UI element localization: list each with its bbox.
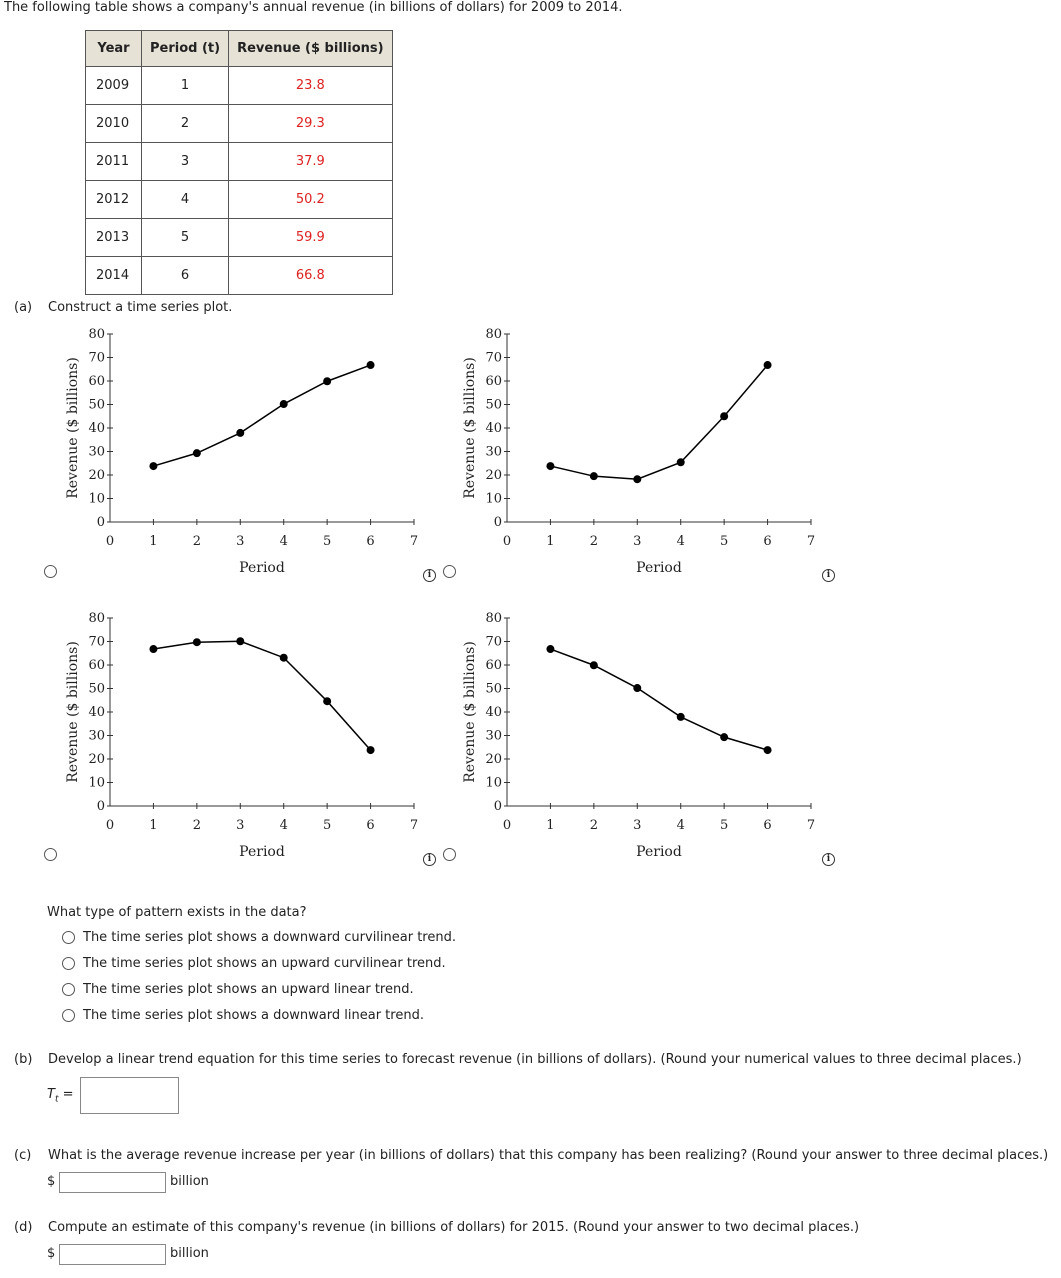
currency-symbol: $	[47, 1174, 56, 1189]
cell-year: 2014	[86, 257, 142, 295]
y-axis-label: Revenue ($ billions)	[65, 641, 81, 783]
data-point	[323, 697, 331, 705]
cell-revenue: 29.3	[229, 105, 392, 143]
intro-text: The following table shows a company's annual revenue (in billions of dollars) for 2009 to 2014.	[4, 0, 623, 15]
x-tick-label: 4	[279, 818, 288, 833]
unit-label: billion	[170, 1174, 209, 1189]
y-tick-label: 60	[88, 374, 105, 389]
x-tick-label: 1	[149, 818, 158, 833]
cell-period: 1	[142, 67, 229, 105]
table-row	[86, 67, 393, 105]
x-tick-label: 1	[149, 534, 158, 549]
header-period: Period (t)	[142, 31, 229, 67]
radio-button[interactable]	[62, 931, 75, 944]
y-tick-label: 50	[88, 397, 105, 413]
cell-period: 4	[142, 181, 229, 219]
data-point	[590, 661, 598, 669]
data-point	[720, 412, 728, 420]
cell-revenue: 37.9	[229, 143, 392, 181]
x-tick-label: 0	[502, 534, 512, 549]
part-c-text: What is the average revenue increase per year (in billions of dollars) that this company has been realizing? (Round your answer to three decimal places.)	[48, 1148, 1049, 1163]
x-tick-label: 2	[192, 818, 201, 833]
x-tick-label: 0	[105, 534, 115, 549]
y-tick-label: 0	[493, 515, 502, 530]
x-tick-label: 7	[409, 534, 419, 549]
data-point	[546, 462, 554, 470]
y-tick-label: 60	[88, 658, 105, 673]
table-row	[86, 219, 393, 257]
part-c-label: (c)	[14, 1148, 32, 1163]
cell-revenue: 59.9	[229, 219, 392, 257]
y-tick-label: 30	[88, 728, 105, 744]
cell-revenue: 23.8	[229, 67, 392, 105]
part-d	[14, 1220, 859, 1235]
cell-period: 5	[142, 219, 229, 257]
x-tick-label: 2	[589, 534, 598, 549]
data-point	[149, 645, 157, 653]
y-tick-label: 10	[88, 491, 105, 507]
part-d-text: Compute an estimate of this company's revenue (in billions of dollars) for 2015. (Round your answer to two decimal places.)	[48, 1220, 860, 1235]
cell-revenue: 66.8	[229, 257, 392, 295]
series-line	[153, 365, 370, 466]
part-b-label: (b)	[14, 1052, 33, 1067]
equals-sign: =	[62, 1087, 74, 1102]
pattern-option[interactable]	[62, 1002, 456, 1028]
pattern-question: What type of pattern exists in the data?	[47, 905, 307, 920]
trend-symbol	[47, 1087, 74, 1105]
cell-period: 6	[142, 257, 229, 295]
part-b	[14, 1052, 1022, 1067]
part-d-label: (d)	[14, 1220, 33, 1235]
option-label: The time series plot shows an upward curvilinear trend.	[83, 955, 446, 971]
data-point	[149, 462, 157, 470]
part-a-text: Construct a time series plot.	[48, 300, 233, 315]
x-tick-label: 1	[546, 534, 555, 549]
x-axis-label: Period	[239, 560, 285, 576]
y-tick-label: 80	[485, 611, 502, 626]
y-tick-label: 30	[88, 444, 105, 460]
part-a	[14, 300, 232, 315]
time-series-plot-4	[457, 606, 827, 868]
option-label: The time series plot shows an upward linear trend.	[83, 981, 414, 997]
series-line	[550, 649, 767, 750]
x-tick-label: 3	[236, 818, 245, 833]
trend-var: T	[47, 1087, 55, 1102]
x-axis-label: Period	[239, 844, 285, 860]
x-tick-label: 4	[676, 534, 685, 549]
x-tick-label: 4	[676, 818, 685, 833]
info-icon[interactable]: i	[423, 569, 436, 582]
data-point	[633, 684, 641, 692]
cell-period: 2	[142, 105, 229, 143]
option-label: The time series plot shows a downward curvilinear trend.	[83, 929, 456, 945]
plot-option-2-radio[interactable]	[443, 565, 456, 578]
info-icon[interactable]: i	[822, 853, 835, 866]
x-tick-label: 4	[279, 534, 288, 549]
y-tick-label: 10	[88, 775, 105, 791]
data-point	[280, 400, 288, 408]
part-c	[14, 1148, 1048, 1163]
data-point	[367, 746, 375, 754]
x-tick-label: 7	[409, 818, 419, 833]
x-axis-label: Period	[636, 844, 682, 860]
data-point	[193, 449, 201, 457]
header-revenue: Revenue ($ billions)	[229, 31, 392, 67]
y-tick-label: 0	[493, 799, 502, 814]
x-tick-label: 0	[105, 818, 115, 833]
part-a-label: (a)	[14, 300, 33, 315]
y-tick-label: 80	[88, 327, 105, 342]
x-tick-label: 7	[806, 534, 816, 549]
radio-button[interactable]	[62, 1009, 75, 1022]
x-tick-label: 6	[763, 818, 772, 833]
y-tick-label: 40	[88, 421, 105, 436]
info-icon[interactable]: i	[822, 569, 835, 582]
y-axis-label: Revenue ($ billions)	[462, 641, 478, 783]
table-row	[86, 257, 393, 295]
y-tick-label: 50	[485, 681, 502, 697]
data-point	[236, 637, 244, 645]
trend-sub: t	[54, 1094, 59, 1105]
x-tick-label: 5	[323, 818, 332, 833]
data-point	[764, 361, 772, 369]
y-tick-label: 0	[96, 515, 105, 530]
y-tick-label: 80	[88, 611, 105, 626]
y-tick-label: 10	[485, 775, 502, 791]
y-axis-label: Revenue ($ billions)	[65, 357, 81, 499]
data-point	[323, 377, 331, 385]
data-point	[546, 645, 554, 653]
radio-button[interactable]	[62, 957, 75, 970]
trend-equation-input[interactable]	[80, 1077, 179, 1114]
pattern-option[interactable]	[62, 976, 456, 1002]
table-row	[86, 181, 393, 219]
y-tick-label: 70	[485, 350, 502, 366]
cell-period: 3	[142, 143, 229, 181]
plot-option-1-radio[interactable]	[44, 565, 57, 578]
y-tick-label: 60	[485, 658, 502, 673]
data-point	[764, 746, 772, 754]
y-tick-label: 70	[88, 634, 105, 650]
revenue-table	[85, 30, 393, 295]
data-point	[633, 475, 641, 483]
unit-label: billion	[170, 1246, 209, 1261]
data-point	[720, 733, 728, 741]
pattern-option[interactable]	[62, 924, 456, 950]
y-tick-label: 80	[485, 327, 502, 342]
header-year: Year	[86, 31, 142, 67]
x-tick-label: 3	[633, 818, 642, 833]
y-tick-label: 10	[485, 491, 502, 507]
x-tick-label: 2	[192, 534, 201, 549]
data-point	[193, 638, 201, 646]
currency-symbol: $	[47, 1246, 56, 1261]
y-tick-label: 70	[485, 634, 502, 650]
y-tick-label: 20	[88, 752, 105, 767]
data-point	[367, 361, 375, 369]
pattern-options	[62, 924, 456, 1028]
y-tick-label: 20	[485, 468, 502, 483]
table-header-row	[86, 31, 393, 67]
y-tick-label: 40	[88, 705, 105, 720]
y-tick-label: 70	[88, 350, 105, 366]
y-axis-label: Revenue ($ billions)	[462, 357, 478, 499]
estimate-2015-input[interactable]	[59, 1244, 166, 1265]
pattern-option[interactable]	[62, 950, 456, 976]
plot-option-3-radio[interactable]	[44, 848, 57, 861]
x-tick-label: 6	[366, 534, 375, 549]
avg-increase-input[interactable]	[59, 1172, 166, 1193]
x-tick-label: 7	[806, 818, 816, 833]
cell-year: 2011	[86, 143, 142, 181]
y-tick-label: 0	[96, 799, 105, 814]
series-line	[550, 365, 767, 479]
y-tick-label: 50	[88, 681, 105, 697]
data-point	[677, 713, 685, 721]
data-point	[236, 429, 244, 437]
y-tick-label: 30	[485, 728, 502, 744]
y-tick-label: 40	[485, 705, 502, 720]
cell-year: 2012	[86, 181, 142, 219]
x-tick-label: 5	[323, 534, 332, 549]
y-tick-label: 50	[485, 397, 502, 413]
x-tick-label: 5	[720, 818, 729, 833]
plot-option-4-radio[interactable]	[443, 848, 456, 861]
cell-year: 2013	[86, 219, 142, 257]
series-line	[153, 641, 370, 750]
y-tick-label: 40	[485, 421, 502, 436]
cell-revenue: 50.2	[229, 181, 392, 219]
radio-button[interactable]	[62, 983, 75, 996]
x-tick-label: 1	[546, 818, 555, 833]
time-series-plot-3	[60, 606, 430, 868]
x-tick-label: 0	[502, 818, 512, 833]
y-tick-label: 20	[485, 752, 502, 767]
x-tick-label: 5	[720, 534, 729, 549]
x-tick-label: 3	[236, 534, 245, 549]
x-axis-label: Period	[636, 560, 682, 576]
time-series-plot-2	[457, 322, 827, 584]
x-tick-label: 3	[633, 534, 642, 549]
y-tick-label: 60	[485, 374, 502, 389]
option-label: The time series plot shows a downward linear trend.	[83, 1007, 424, 1023]
part-b-text: Develop a linear trend equation for this time series to forecast revenue (in billions of dollars). (Round your numerical values to three decimal places.)	[48, 1052, 1022, 1067]
data-point	[280, 654, 288, 662]
y-tick-label: 30	[485, 444, 502, 460]
x-tick-label: 6	[763, 534, 772, 549]
cell-year: 2010	[86, 105, 142, 143]
table-row	[86, 143, 393, 181]
data-point	[677, 458, 685, 466]
table-row	[86, 105, 393, 143]
x-tick-label: 2	[589, 818, 598, 833]
cell-year: 2009	[86, 67, 142, 105]
time-series-plot-1	[60, 322, 430, 584]
y-tick-label: 20	[88, 468, 105, 483]
data-point	[590, 472, 598, 480]
info-icon[interactable]: i	[423, 853, 436, 866]
x-tick-label: 6	[366, 818, 375, 833]
